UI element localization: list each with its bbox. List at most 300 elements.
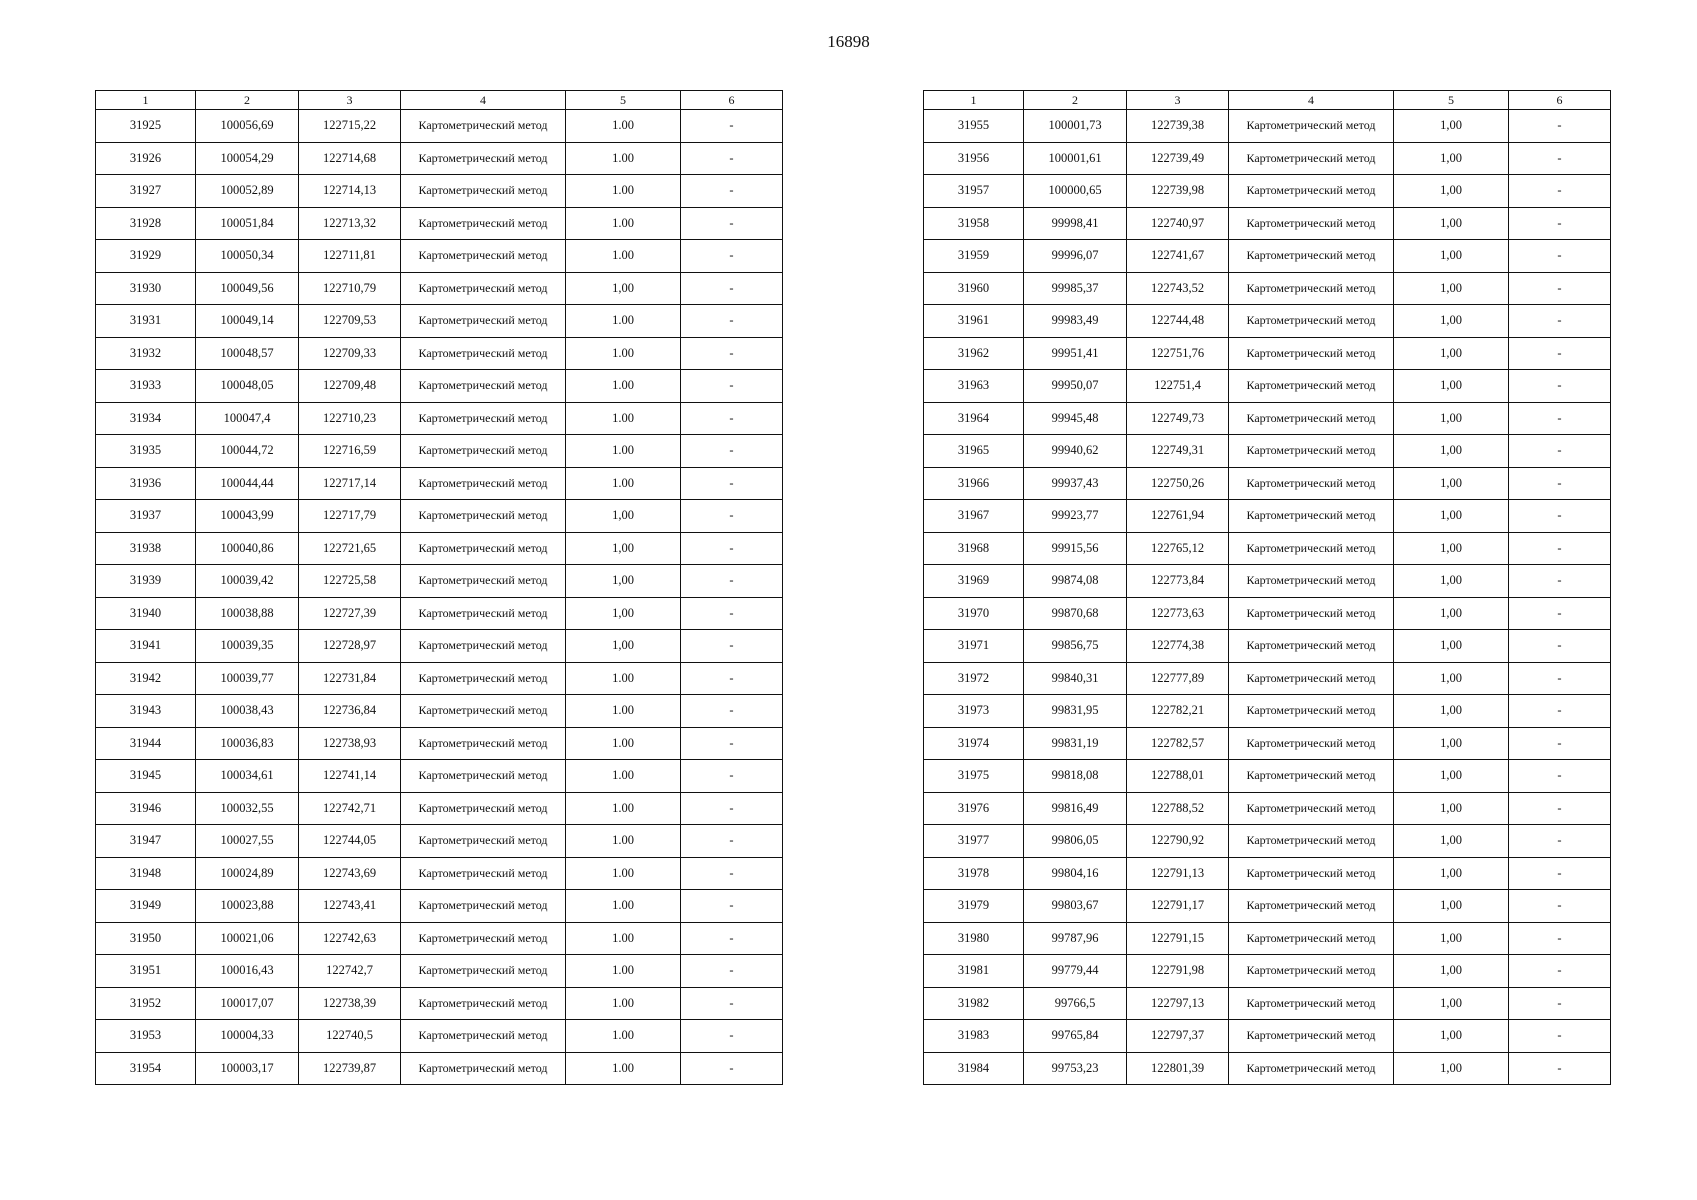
accuracy-cell: 1.00 bbox=[566, 727, 681, 760]
method-cell: Картометрический метод bbox=[1229, 110, 1394, 143]
x-coordinate-cell: 99996,07 bbox=[1024, 240, 1127, 273]
table-row bbox=[924, 207, 1611, 240]
method-cell: Картометрический метод bbox=[401, 662, 566, 695]
method-cell: Картометрический метод bbox=[1229, 695, 1394, 728]
point-number-cell: 31937 bbox=[96, 500, 196, 533]
method-cell: Картометрический метод bbox=[1229, 760, 1394, 793]
y-coordinate-cell: 122725,58 bbox=[299, 565, 401, 598]
note-cell: - bbox=[1509, 110, 1611, 143]
note-cell: - bbox=[1509, 337, 1611, 370]
accuracy-cell: 1,00 bbox=[1394, 142, 1509, 175]
y-coordinate-cell: 122740,5 bbox=[299, 1020, 401, 1053]
accuracy-cell: 1,00 bbox=[1394, 565, 1509, 598]
x-coordinate-cell: 100038,43 bbox=[196, 695, 299, 728]
x-coordinate-cell: 100052,89 bbox=[196, 175, 299, 208]
column-header: 2 bbox=[1024, 91, 1127, 110]
x-coordinate-cell: 100044,44 bbox=[196, 467, 299, 500]
point-number-cell: 31962 bbox=[924, 337, 1024, 370]
accuracy-cell: 1,00 bbox=[1394, 825, 1509, 858]
point-number-cell: 31971 bbox=[924, 630, 1024, 663]
x-coordinate-cell: 100036,83 bbox=[196, 727, 299, 760]
y-coordinate-cell: 122761,94 bbox=[1127, 500, 1229, 533]
accuracy-cell: 1.00 bbox=[566, 370, 681, 403]
method-cell: Картометрический метод bbox=[1229, 1020, 1394, 1053]
note-cell: - bbox=[1509, 597, 1611, 630]
y-coordinate-cell: 122715,22 bbox=[299, 110, 401, 143]
note-cell: - bbox=[1509, 987, 1611, 1020]
x-coordinate-cell: 99804,16 bbox=[1024, 857, 1127, 890]
method-cell: Картометрический метод bbox=[401, 337, 566, 370]
coordinates-table-left bbox=[95, 90, 783, 1085]
note-cell: - bbox=[681, 565, 783, 598]
point-number-cell: 31944 bbox=[96, 727, 196, 760]
method-cell: Картометрический метод bbox=[401, 500, 566, 533]
table-row bbox=[96, 565, 783, 598]
table-row bbox=[96, 1020, 783, 1053]
table-row bbox=[96, 337, 783, 370]
y-coordinate-cell: 122791,13 bbox=[1127, 857, 1229, 890]
accuracy-cell: 1,00 bbox=[1394, 500, 1509, 533]
accuracy-cell: 1.00 bbox=[566, 760, 681, 793]
x-coordinate-cell: 100047,4 bbox=[196, 402, 299, 435]
accuracy-cell: 1.00 bbox=[566, 402, 681, 435]
accuracy-cell: 1.00 bbox=[566, 987, 681, 1020]
method-cell: Картометрический метод bbox=[1229, 240, 1394, 273]
table-row bbox=[96, 857, 783, 890]
method-cell: Картометрический метод bbox=[1229, 142, 1394, 175]
x-coordinate-cell: 100039,42 bbox=[196, 565, 299, 598]
note-cell: - bbox=[681, 142, 783, 175]
point-number-cell: 31931 bbox=[96, 305, 196, 338]
note-cell: - bbox=[681, 597, 783, 630]
accuracy-cell: 1,00 bbox=[566, 597, 681, 630]
table-row bbox=[96, 142, 783, 175]
coordinates-table-right bbox=[923, 90, 1611, 1085]
table-row bbox=[924, 305, 1611, 338]
note-cell: - bbox=[1509, 435, 1611, 468]
accuracy-cell: 1,00 bbox=[1394, 467, 1509, 500]
point-number-cell: 31958 bbox=[924, 207, 1024, 240]
column-header: 1 bbox=[924, 91, 1024, 110]
y-coordinate-cell: 122773,84 bbox=[1127, 565, 1229, 598]
x-coordinate-cell: 100016,43 bbox=[196, 955, 299, 988]
x-coordinate-cell: 99983,49 bbox=[1024, 305, 1127, 338]
table-row bbox=[924, 890, 1611, 923]
note-cell: - bbox=[1509, 272, 1611, 305]
note-cell: - bbox=[681, 370, 783, 403]
note-cell: - bbox=[1509, 500, 1611, 533]
table-row bbox=[924, 402, 1611, 435]
y-coordinate-cell: 122713,32 bbox=[299, 207, 401, 240]
y-coordinate-cell: 122742,63 bbox=[299, 922, 401, 955]
point-number-cell: 31963 bbox=[924, 370, 1024, 403]
method-cell: Картометрический метод bbox=[1229, 532, 1394, 565]
x-coordinate-cell: 100000,65 bbox=[1024, 175, 1127, 208]
note-cell: - bbox=[681, 272, 783, 305]
method-cell: Картометрический метод bbox=[1229, 500, 1394, 533]
accuracy-cell: 1,00 bbox=[1394, 955, 1509, 988]
x-coordinate-cell: 100039,77 bbox=[196, 662, 299, 695]
y-coordinate-cell: 122711,81 bbox=[299, 240, 401, 273]
table-row bbox=[924, 272, 1611, 305]
table-row bbox=[96, 370, 783, 403]
point-number-cell: 31926 bbox=[96, 142, 196, 175]
note-cell: - bbox=[1509, 305, 1611, 338]
method-cell: Картометрический метод bbox=[401, 922, 566, 955]
accuracy-cell: 1.00 bbox=[566, 435, 681, 468]
method-cell: Картометрический метод bbox=[401, 955, 566, 988]
x-coordinate-cell: 99831,19 bbox=[1024, 727, 1127, 760]
point-number-cell: 31957 bbox=[924, 175, 1024, 208]
y-coordinate-cell: 122744,05 bbox=[299, 825, 401, 858]
method-cell: Картометрический метод bbox=[401, 370, 566, 403]
accuracy-cell: 1.00 bbox=[566, 825, 681, 858]
note-cell: - bbox=[1509, 727, 1611, 760]
column-header: 4 bbox=[401, 91, 566, 110]
accuracy-cell: 1,00 bbox=[1394, 987, 1509, 1020]
method-cell: Картометрический метод bbox=[1229, 370, 1394, 403]
note-cell: - bbox=[681, 435, 783, 468]
accuracy-cell: 1,00 bbox=[1394, 207, 1509, 240]
note-cell: - bbox=[1509, 630, 1611, 663]
method-cell: Картометрический метод bbox=[401, 792, 566, 825]
y-coordinate-cell: 122788,52 bbox=[1127, 792, 1229, 825]
y-coordinate-cell: 122710,23 bbox=[299, 402, 401, 435]
y-coordinate-cell: 122717,14 bbox=[299, 467, 401, 500]
accuracy-cell: 1,00 bbox=[566, 532, 681, 565]
point-number-cell: 31969 bbox=[924, 565, 1024, 598]
y-coordinate-cell: 122741,67 bbox=[1127, 240, 1229, 273]
accuracy-cell: 1,00 bbox=[1394, 630, 1509, 663]
y-coordinate-cell: 122797,13 bbox=[1127, 987, 1229, 1020]
table-row bbox=[924, 467, 1611, 500]
x-coordinate-cell: 99985,37 bbox=[1024, 272, 1127, 305]
table-row bbox=[96, 922, 783, 955]
y-coordinate-cell: 122741,14 bbox=[299, 760, 401, 793]
method-cell: Картометрический метод bbox=[1229, 630, 1394, 663]
accuracy-cell: 1,00 bbox=[1394, 922, 1509, 955]
note-cell: - bbox=[1509, 890, 1611, 923]
x-coordinate-cell: 100039,35 bbox=[196, 630, 299, 663]
accuracy-cell: 1,00 bbox=[1394, 272, 1509, 305]
note-cell: - bbox=[681, 890, 783, 923]
y-coordinate-cell: 122709,53 bbox=[299, 305, 401, 338]
table-row bbox=[924, 857, 1611, 890]
point-number-cell: 31975 bbox=[924, 760, 1024, 793]
y-coordinate-cell: 122739,98 bbox=[1127, 175, 1229, 208]
point-number-cell: 31972 bbox=[924, 662, 1024, 695]
point-number-cell: 31932 bbox=[96, 337, 196, 370]
table-row bbox=[924, 1020, 1611, 1053]
method-cell: Картометрический метод bbox=[1229, 792, 1394, 825]
note-cell: - bbox=[681, 337, 783, 370]
point-number-cell: 31959 bbox=[924, 240, 1024, 273]
point-number-cell: 31954 bbox=[96, 1052, 196, 1085]
x-coordinate-cell: 100038,88 bbox=[196, 597, 299, 630]
y-coordinate-cell: 122739,38 bbox=[1127, 110, 1229, 143]
point-number-cell: 31984 bbox=[924, 1052, 1024, 1085]
point-number-cell: 31940 bbox=[96, 597, 196, 630]
accuracy-cell: 1.00 bbox=[566, 955, 681, 988]
method-cell: Картометрический метод bbox=[401, 1052, 566, 1085]
x-coordinate-cell: 100034,61 bbox=[196, 760, 299, 793]
y-coordinate-cell: 122777,89 bbox=[1127, 662, 1229, 695]
table-row bbox=[924, 435, 1611, 468]
point-number-cell: 31925 bbox=[96, 110, 196, 143]
table-row bbox=[96, 272, 783, 305]
x-coordinate-cell: 100023,88 bbox=[196, 890, 299, 923]
method-cell: Картометрический метод bbox=[1229, 565, 1394, 598]
y-coordinate-cell: 122782,57 bbox=[1127, 727, 1229, 760]
note-cell: - bbox=[681, 240, 783, 273]
note-cell: - bbox=[681, 760, 783, 793]
method-cell: Картометрический метод bbox=[401, 890, 566, 923]
y-coordinate-cell: 122728,97 bbox=[299, 630, 401, 663]
table-row bbox=[96, 662, 783, 695]
y-coordinate-cell: 122751,76 bbox=[1127, 337, 1229, 370]
point-number-cell: 31948 bbox=[96, 857, 196, 890]
x-coordinate-cell: 100024,89 bbox=[196, 857, 299, 890]
method-cell: Картометрический метод bbox=[401, 727, 566, 760]
method-cell: Картометрический метод bbox=[1229, 1052, 1394, 1085]
note-cell: - bbox=[1509, 695, 1611, 728]
note-cell: - bbox=[681, 500, 783, 533]
method-cell: Картометрический метод bbox=[401, 467, 566, 500]
method-cell: Картометрический метод bbox=[401, 695, 566, 728]
accuracy-cell: 1,00 bbox=[1394, 727, 1509, 760]
y-coordinate-cell: 122738,39 bbox=[299, 987, 401, 1020]
note-cell: - bbox=[681, 695, 783, 728]
point-number-cell: 31981 bbox=[924, 955, 1024, 988]
y-coordinate-cell: 122773,63 bbox=[1127, 597, 1229, 630]
method-cell: Картометрический метод bbox=[401, 402, 566, 435]
point-number-cell: 31956 bbox=[924, 142, 1024, 175]
note-cell: - bbox=[1509, 532, 1611, 565]
x-coordinate-cell: 99818,08 bbox=[1024, 760, 1127, 793]
accuracy-cell: 1,00 bbox=[1394, 857, 1509, 890]
point-number-cell: 31977 bbox=[924, 825, 1024, 858]
point-number-cell: 31953 bbox=[96, 1020, 196, 1053]
y-coordinate-cell: 122721,65 bbox=[299, 532, 401, 565]
point-number-cell: 31941 bbox=[96, 630, 196, 663]
table-row bbox=[96, 500, 783, 533]
accuracy-cell: 1,00 bbox=[1394, 792, 1509, 825]
column-header: 3 bbox=[1127, 91, 1229, 110]
note-cell: - bbox=[1509, 402, 1611, 435]
y-coordinate-cell: 122749,31 bbox=[1127, 435, 1229, 468]
y-coordinate-cell: 122791,15 bbox=[1127, 922, 1229, 955]
x-coordinate-cell: 100056,69 bbox=[196, 110, 299, 143]
y-coordinate-cell: 122738,93 bbox=[299, 727, 401, 760]
y-coordinate-cell: 122736,84 bbox=[299, 695, 401, 728]
column-header: 3 bbox=[299, 91, 401, 110]
method-cell: Картометрический метод bbox=[1229, 337, 1394, 370]
y-coordinate-cell: 122744,48 bbox=[1127, 305, 1229, 338]
accuracy-cell: 1.00 bbox=[566, 207, 681, 240]
method-cell: Картометрический метод bbox=[1229, 825, 1394, 858]
table-row bbox=[924, 695, 1611, 728]
accuracy-cell: 1,00 bbox=[1394, 175, 1509, 208]
table-row bbox=[924, 987, 1611, 1020]
x-coordinate-cell: 100049,14 bbox=[196, 305, 299, 338]
x-coordinate-cell: 100050,34 bbox=[196, 240, 299, 273]
accuracy-cell: 1,00 bbox=[1394, 662, 1509, 695]
point-number-cell: 31949 bbox=[96, 890, 196, 923]
point-number-cell: 31942 bbox=[96, 662, 196, 695]
method-cell: Картометрический метод bbox=[401, 110, 566, 143]
point-number-cell: 31952 bbox=[96, 987, 196, 1020]
accuracy-cell: 1,00 bbox=[1394, 597, 1509, 630]
x-coordinate-cell: 100003,17 bbox=[196, 1052, 299, 1085]
y-coordinate-cell: 122765,12 bbox=[1127, 532, 1229, 565]
accuracy-cell: 1,00 bbox=[1394, 337, 1509, 370]
x-coordinate-cell: 100040,86 bbox=[196, 532, 299, 565]
table-row bbox=[924, 175, 1611, 208]
accuracy-cell: 1,00 bbox=[1394, 532, 1509, 565]
table-row bbox=[924, 630, 1611, 663]
table-row bbox=[96, 240, 783, 273]
column-header: 5 bbox=[1394, 91, 1509, 110]
accuracy-cell: 1.00 bbox=[566, 857, 681, 890]
note-cell: - bbox=[1509, 922, 1611, 955]
accuracy-cell: 1,00 bbox=[1394, 1020, 1509, 1053]
table-row bbox=[924, 500, 1611, 533]
point-number-cell: 31950 bbox=[96, 922, 196, 955]
note-cell: - bbox=[681, 1052, 783, 1085]
method-cell: Картометрический метод bbox=[1229, 402, 1394, 435]
note-cell: - bbox=[681, 857, 783, 890]
method-cell: Картометрический метод bbox=[401, 857, 566, 890]
x-coordinate-cell: 99870,68 bbox=[1024, 597, 1127, 630]
x-coordinate-cell: 100049,56 bbox=[196, 272, 299, 305]
y-coordinate-cell: 122709,33 bbox=[299, 337, 401, 370]
table-row bbox=[924, 955, 1611, 988]
point-number-cell: 31947 bbox=[96, 825, 196, 858]
point-number-cell: 31946 bbox=[96, 792, 196, 825]
point-number-cell: 31976 bbox=[924, 792, 1024, 825]
accuracy-cell: 1.00 bbox=[566, 142, 681, 175]
accuracy-cell: 1.00 bbox=[566, 110, 681, 143]
point-number-cell: 31980 bbox=[924, 922, 1024, 955]
x-coordinate-cell: 100004,33 bbox=[196, 1020, 299, 1053]
method-cell: Картометрический метод bbox=[401, 240, 566, 273]
table-row bbox=[96, 890, 783, 923]
accuracy-cell: 1.00 bbox=[566, 240, 681, 273]
accuracy-cell: 1,00 bbox=[1394, 760, 1509, 793]
table-row bbox=[96, 110, 783, 143]
method-cell: Картометрический метод bbox=[1229, 857, 1394, 890]
note-cell: - bbox=[1509, 825, 1611, 858]
table-row bbox=[924, 142, 1611, 175]
table-row bbox=[924, 662, 1611, 695]
column-header: 1 bbox=[96, 91, 196, 110]
note-cell: - bbox=[1509, 662, 1611, 695]
y-coordinate-cell: 122717,79 bbox=[299, 500, 401, 533]
accuracy-cell: 1,00 bbox=[1394, 890, 1509, 923]
x-coordinate-cell: 99840,31 bbox=[1024, 662, 1127, 695]
point-number-cell: 31933 bbox=[96, 370, 196, 403]
x-coordinate-cell: 100044,72 bbox=[196, 435, 299, 468]
x-coordinate-cell: 99816,49 bbox=[1024, 792, 1127, 825]
point-number-cell: 31928 bbox=[96, 207, 196, 240]
table-row bbox=[96, 630, 783, 663]
method-cell: Картометрический метод bbox=[1229, 467, 1394, 500]
accuracy-cell: 1.00 bbox=[566, 337, 681, 370]
note-cell: - bbox=[1509, 1052, 1611, 1085]
y-coordinate-cell: 122774,38 bbox=[1127, 630, 1229, 663]
note-cell: - bbox=[681, 922, 783, 955]
table-row bbox=[924, 792, 1611, 825]
x-coordinate-cell: 99945,48 bbox=[1024, 402, 1127, 435]
method-cell: Картометрический метод bbox=[1229, 922, 1394, 955]
note-cell: - bbox=[681, 1020, 783, 1053]
x-coordinate-cell: 99831,95 bbox=[1024, 695, 1127, 728]
point-number-cell: 31929 bbox=[96, 240, 196, 273]
point-number-cell: 31927 bbox=[96, 175, 196, 208]
method-cell: Картометрический метод bbox=[401, 142, 566, 175]
x-coordinate-cell: 99937,43 bbox=[1024, 467, 1127, 500]
column-header: 6 bbox=[681, 91, 783, 110]
y-coordinate-cell: 122714,13 bbox=[299, 175, 401, 208]
note-cell: - bbox=[1509, 1020, 1611, 1053]
x-coordinate-cell: 99940,62 bbox=[1024, 435, 1127, 468]
y-coordinate-cell: 122714,68 bbox=[299, 142, 401, 175]
y-coordinate-cell: 122790,92 bbox=[1127, 825, 1229, 858]
point-number-cell: 31951 bbox=[96, 955, 196, 988]
y-coordinate-cell: 122782,21 bbox=[1127, 695, 1229, 728]
note-cell: - bbox=[681, 207, 783, 240]
column-header: 2 bbox=[196, 91, 299, 110]
accuracy-cell: 1.00 bbox=[566, 695, 681, 728]
accuracy-cell: 1,00 bbox=[1394, 402, 1509, 435]
accuracy-cell: 1,00 bbox=[1394, 1052, 1509, 1085]
y-coordinate-cell: 122797,37 bbox=[1127, 1020, 1229, 1053]
accuracy-cell: 1,00 bbox=[1394, 110, 1509, 143]
point-number-cell: 31974 bbox=[924, 727, 1024, 760]
x-coordinate-cell: 100017,07 bbox=[196, 987, 299, 1020]
x-coordinate-cell: 100043,99 bbox=[196, 500, 299, 533]
y-coordinate-cell: 122749,73 bbox=[1127, 402, 1229, 435]
column-header: 5 bbox=[566, 91, 681, 110]
point-number-cell: 31961 bbox=[924, 305, 1024, 338]
note-cell: - bbox=[1509, 240, 1611, 273]
method-cell: Картометрический метод bbox=[1229, 955, 1394, 988]
note-cell: - bbox=[681, 630, 783, 663]
point-number-cell: 31943 bbox=[96, 695, 196, 728]
y-coordinate-cell: 122743,41 bbox=[299, 890, 401, 923]
method-cell: Картометрический метод bbox=[1229, 305, 1394, 338]
table-row bbox=[96, 955, 783, 988]
note-cell: - bbox=[681, 175, 783, 208]
point-number-cell: 31945 bbox=[96, 760, 196, 793]
accuracy-cell: 1.00 bbox=[566, 175, 681, 208]
y-coordinate-cell: 122709,48 bbox=[299, 370, 401, 403]
note-cell: - bbox=[681, 955, 783, 988]
method-cell: Картометрический метод bbox=[401, 1020, 566, 1053]
method-cell: Картометрический метод bbox=[401, 760, 566, 793]
y-coordinate-cell: 122710,79 bbox=[299, 272, 401, 305]
table-header-row bbox=[96, 91, 783, 110]
note-cell: - bbox=[1509, 370, 1611, 403]
y-coordinate-cell: 122742,7 bbox=[299, 955, 401, 988]
note-cell: - bbox=[681, 662, 783, 695]
table-row bbox=[96, 1052, 783, 1085]
x-coordinate-cell: 100001,73 bbox=[1024, 110, 1127, 143]
y-coordinate-cell: 122742,71 bbox=[299, 792, 401, 825]
point-number-cell: 31964 bbox=[924, 402, 1024, 435]
x-coordinate-cell: 99950,07 bbox=[1024, 370, 1127, 403]
method-cell: Картометрический метод bbox=[401, 532, 566, 565]
